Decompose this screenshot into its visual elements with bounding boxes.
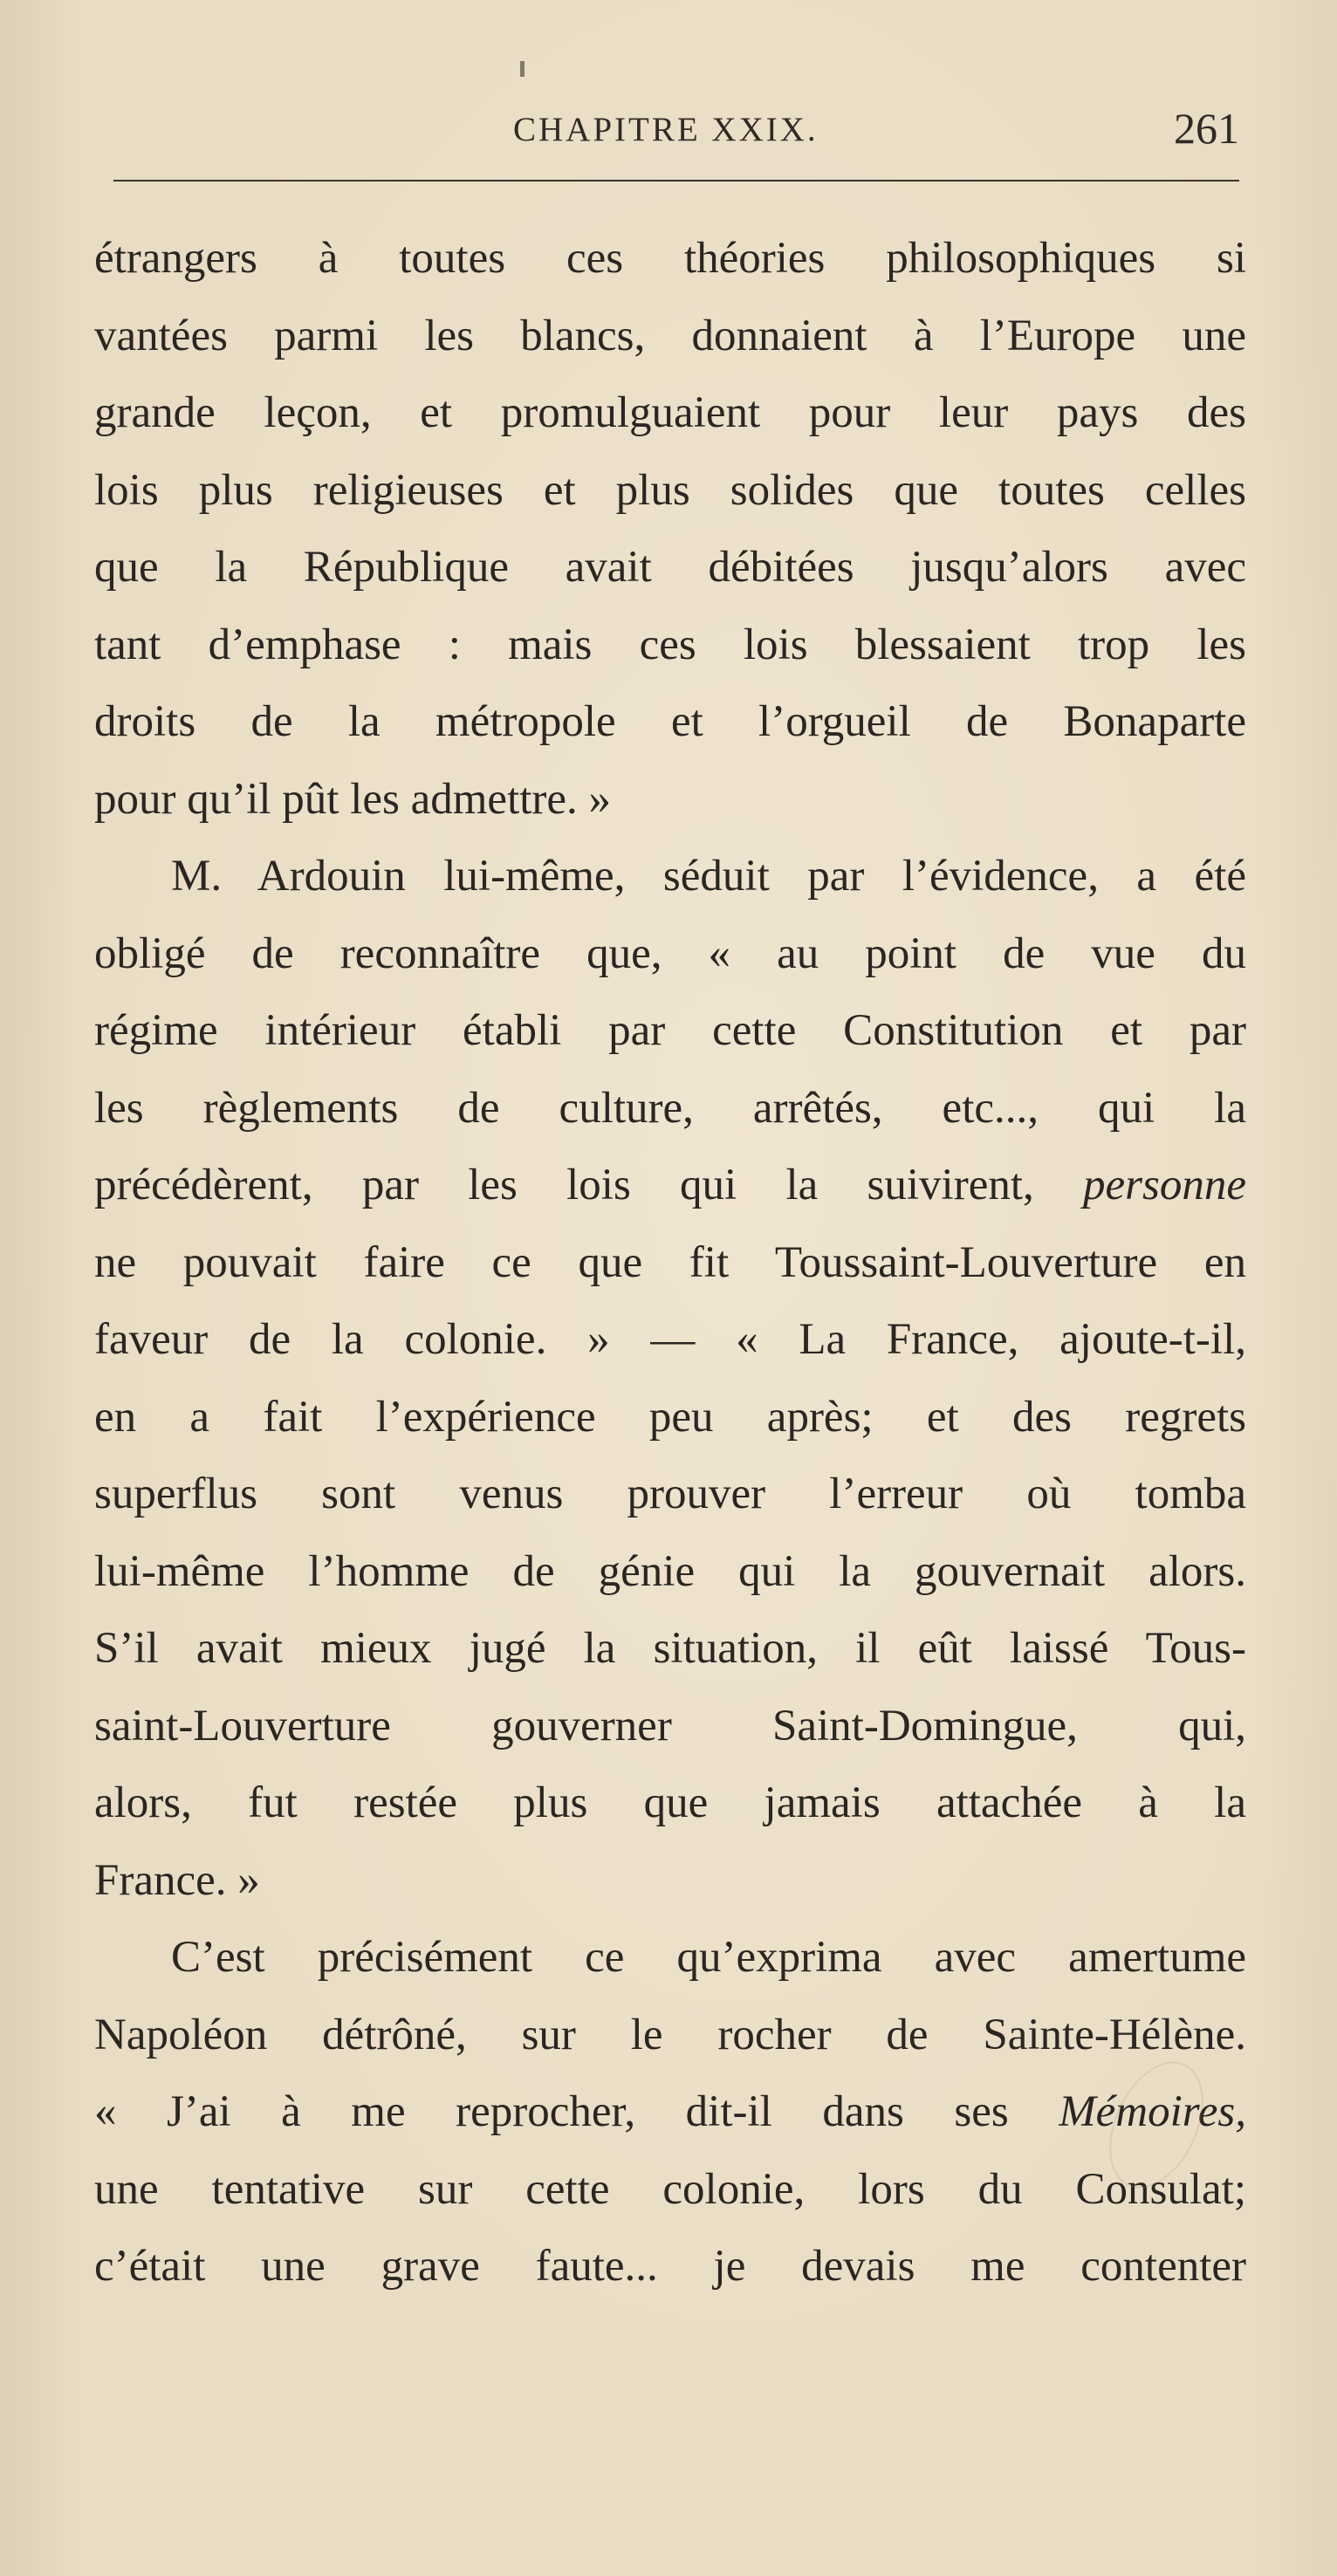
text-line: saint-Louverture gouverner Saint-Domingue, qui, <box>94 1701 1246 1750</box>
text-line: superflus sont venus prouver l’erreur où tomba <box>94 1470 1246 1518</box>
text-line: lois plus religieuses et plus solides que toutes celles <box>94 465 1246 515</box>
text-line: une tentative sur cette colonie, lors du Consulat; <box>94 2164 1246 2214</box>
header-rule <box>113 180 1239 182</box>
text-line: France. » <box>94 1855 260 1905</box>
text-line: étrangers à toutes ces théories philosophiques si <box>94 234 1246 283</box>
text-line: Napoléon détrôné, sur le rocher de Sainte-Hélène. <box>94 2010 1246 2059</box>
paragraph-start-line: C’est précisément ce qu’exprima avec amertume <box>171 1933 1246 1982</box>
page-number: 261 <box>1174 104 1239 153</box>
text-line: les règlements de culture, arrêtés, etc..., qui la <box>94 1083 1246 1133</box>
text-line: faveur de la colonie. » — « La France, ajoute-t-il, <box>94 1315 1246 1364</box>
text-line: régime intérieur établi par cette Constitution et par <box>94 1006 1246 1055</box>
page-header <box>113 103 1239 164</box>
text-line: obligé de reconnaître que, « au point de vue du <box>94 928 1246 978</box>
text-line: pour qu’il pût les admettre. » <box>94 774 612 824</box>
text-line: ne pouvait faire ce que fit Toussaint-Louverture en <box>94 1237 1246 1287</box>
text-line: alors, fut restée plus que jamais attachée à la <box>94 1778 1246 1827</box>
body-text <box>94 220 1246 2305</box>
text-line: tant d’emphase : mais ces lois blessaient trop les <box>94 620 1246 669</box>
ink-mark <box>520 61 525 77</box>
text-line: grande leçon, et promulguaient pour leur pays des <box>94 388 1246 437</box>
text-line: « J’ai à me reprocher, dit-il dans ses Mémoires, <box>94 2087 1246 2136</box>
text-line: c’était une grave faute... je devais me contenter <box>94 2242 1246 2291</box>
text-line: précédèrent, par les lois qui la suivirent, personne <box>94 1161 1246 1209</box>
text-line: en a fait l’expérience peu après; et des regrets <box>94 1392 1246 1442</box>
text-line: droits de la métropole et l’orgueil de Bonaparte <box>94 697 1246 746</box>
text-line: S’il avait mieux jugé la situation, il eût laissé Tous- <box>94 1624 1246 1673</box>
text-line: que la République avait débitées jusqu’alors avec <box>94 543 1246 592</box>
paragraph-start-line: M. Ardouin lui-même, séduit par l’évidence, a été <box>171 852 1246 901</box>
text-line: lui-même l’homme de génie qui la gouvernait alors. <box>94 1546 1246 1596</box>
text-line: vantées parmi les blancs, donnaient à l’Europe une <box>94 311 1246 360</box>
running-head: CHAPITRE XXIX. <box>513 111 819 148</box>
italic-word: Mémoires, <box>1059 2087 1246 2136</box>
italic-word: personne <box>1083 1161 1246 1209</box>
